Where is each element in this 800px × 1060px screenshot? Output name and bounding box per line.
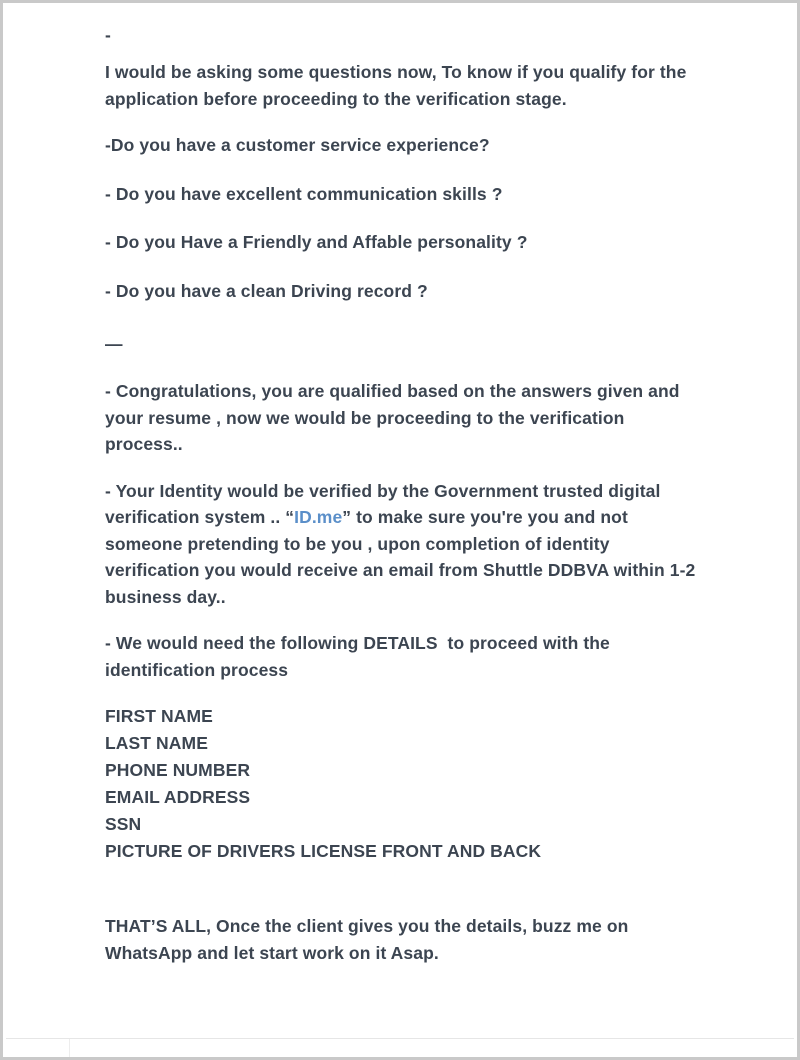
required-details-list (105, 703, 705, 865)
question-3: - Do you Have a Friendly and Affable personality ? (105, 232, 528, 252)
identity-text-after-link: ” to make sure you're you and not someone pretending to be you , upon completion of identity verification you would receive an email from Shuttle DDBVA within 1-2 business day.. (105, 507, 701, 607)
list-item: FIRST NAME (105, 706, 213, 726)
identity-verification-paragraph (105, 478, 705, 611)
details-intro-paragraph: - We would need the following DETAILS to proceed with the identification process (105, 633, 615, 680)
intro-paragraph: I would be asking some questions now, To know if you qualify for the application before proceeding to the verification stage. (105, 62, 692, 109)
list-item: SSN (105, 814, 142, 834)
footer-divider (6, 1038, 794, 1039)
question-1: -Do you have a customer service experience? (105, 135, 490, 155)
question-4: - Do you have a clean Driving record ? (105, 280, 428, 301)
identity-text-before-link: - Your Identity would be verified by the Government trusted digital verification system .. “ (105, 480, 666, 527)
question-2: - Do you have excellent communication skills ? (105, 183, 503, 204)
congratulations-paragraph: - Congratulations, you are qualified based on the answers given and your resume , now we would be proceeding to the verification process.. (105, 381, 685, 454)
list-item: LAST NAME (105, 733, 208, 753)
idme-link[interactable]: ID.me (294, 507, 343, 527)
document-body (3, 3, 797, 1057)
closing-paragraph: THAT’S ALL, Once the client gives you the details, buzz me on WhatsApp and let start work on it Asap. (105, 916, 634, 963)
footer-tick-mark (69, 1039, 70, 1057)
section-divider-dash: — (105, 334, 123, 354)
leading-dash: - (105, 25, 111, 45)
list-item: PICTURE OF DRIVERS LICENSE FRONT AND BACK (105, 841, 542, 861)
list-item: PHONE NUMBER (105, 760, 251, 780)
list-item: EMAIL ADDRESS (105, 787, 251, 807)
